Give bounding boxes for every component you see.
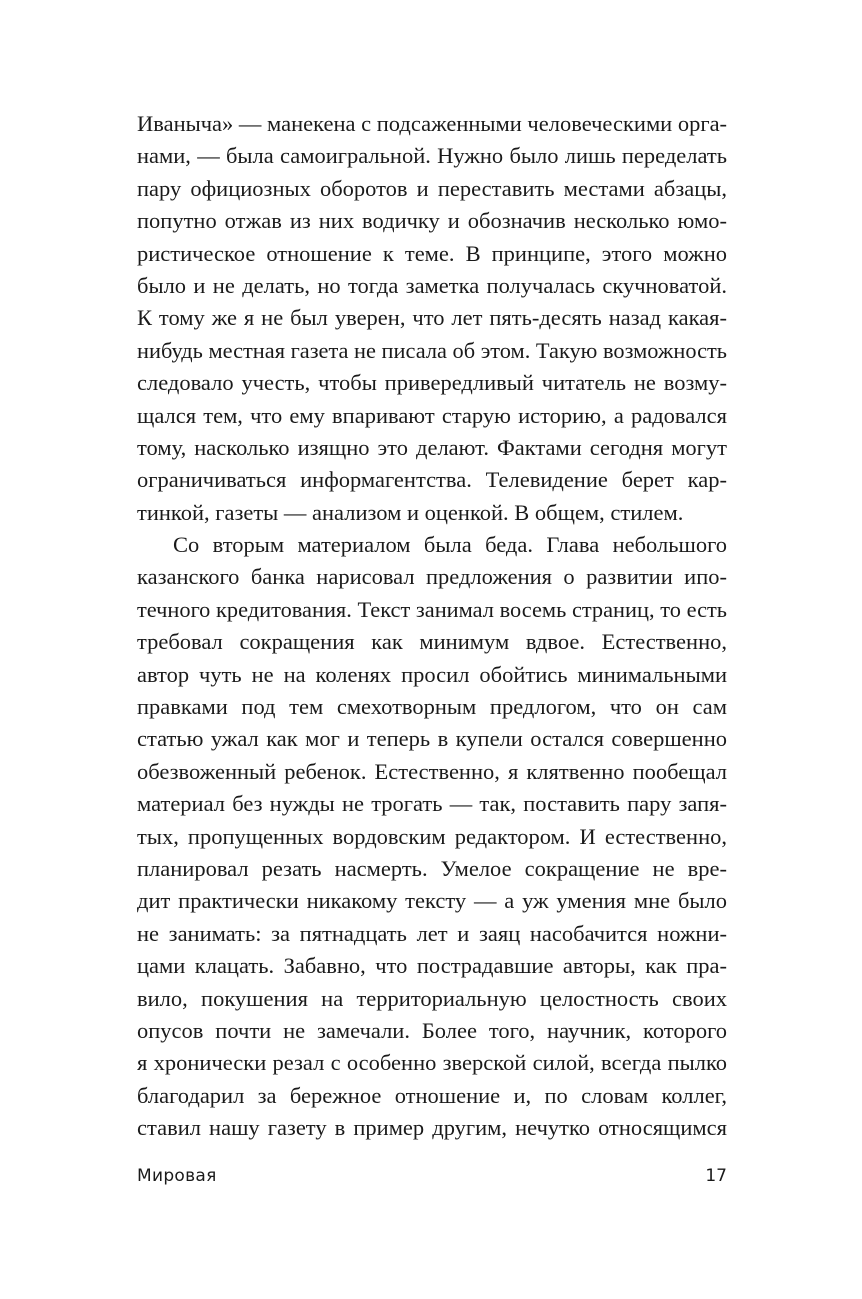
text-line: попутно отжав из них водичку и обозначив несколько юмо- [137, 208, 727, 234]
text-line: нами, — была самоигральной. Нужно было лишь переделать [137, 143, 727, 169]
text-line: казанского банка нарисовал предложения о развитии ипо- [137, 564, 727, 590]
text-line: благодарил за бережное отношение и, по словам коллег, [137, 1082, 727, 1108]
running-title: Мировая [137, 1166, 217, 1186]
text-line: К тому же я не был уверен, что лет пять-десять назад какая- [137, 305, 727, 331]
text-line: ставил нашу газету в пример другим, нечутко относящимся [137, 1115, 727, 1141]
page-body [137, 108, 727, 1145]
text-line: требовал сокращения как минимум вдвое. Естественно, [137, 629, 727, 655]
text-line: я хронически резал с особенно зверской силой, всегда пылко [137, 1050, 727, 1076]
text-line: тому, насколько изящно это делают. Фактами сегодня могут [137, 434, 727, 460]
text-line: Со вторым материалом была беда. Глава небольшого [173, 532, 727, 558]
text-line: планировал резать насмерть. Умелое сокращение не вре- [137, 855, 727, 881]
text-line: вило, покушения на территориальную целостность своих [137, 985, 727, 1011]
text-line: ристическое отношение к теме. В принципе, этого можно [137, 240, 727, 266]
text-line: не занимать: за пятнадцать лет и заяц насобачится ножни- [137, 920, 727, 946]
text-line: было и не делать, но тогда заметка получалась скучноватой. [137, 272, 727, 298]
text-line: нибудь местная газета не писала об этом. Такую возможность [137, 337, 727, 363]
text-line: ограничиваться информагентства. Телевидение берет кар- [137, 467, 727, 493]
text-line: тинкой, газеты — анализом и оценкой. В общем, стилем. [137, 499, 684, 525]
text-line: дит практически никакому тексту — а уж умения мне было [137, 888, 727, 914]
text-line: Иваныча» — манекена с подсаженными человеческими орга- [137, 111, 728, 136]
text-line: следовало учесть, чтобы привередливый читатель не возму- [137, 370, 727, 396]
text-line: опусов почти не замечали. Более того, научник, которого [137, 1017, 727, 1043]
page-footer [137, 1166, 727, 1190]
paragraph [137, 108, 727, 529]
text-line: автор чуть не на коленях просил обойтись минимальными [137, 661, 727, 687]
text-line: правками под тем смехотворным предлогом, что он сам [137, 694, 727, 720]
text-line: течного кредитования. Текст занимал восемь страниц, то есть [137, 596, 727, 622]
page-number: 17 [705, 1166, 727, 1186]
text-line: материал без нужды не трогать — так, поставить пару запя- [137, 791, 727, 817]
text-line: цами клацать. Забавно, что пострадавшие авторы, как пра- [137, 953, 727, 979]
text-line: тых, пропущенных вордовским редактором. И естественно, [137, 823, 727, 849]
text-line: пару официозных оборотов и переставить местами абзацы, [137, 175, 727, 201]
text-line: щался тем, что ему впаривают старую историю, а радовался [137, 402, 727, 428]
text-line: статью ужал как мог и теперь в купели остался совершенно [137, 726, 727, 752]
paragraph [137, 529, 727, 1144]
text-line: обезвоженный ребенок. Естественно, я клятвенно пообещал [137, 758, 727, 784]
